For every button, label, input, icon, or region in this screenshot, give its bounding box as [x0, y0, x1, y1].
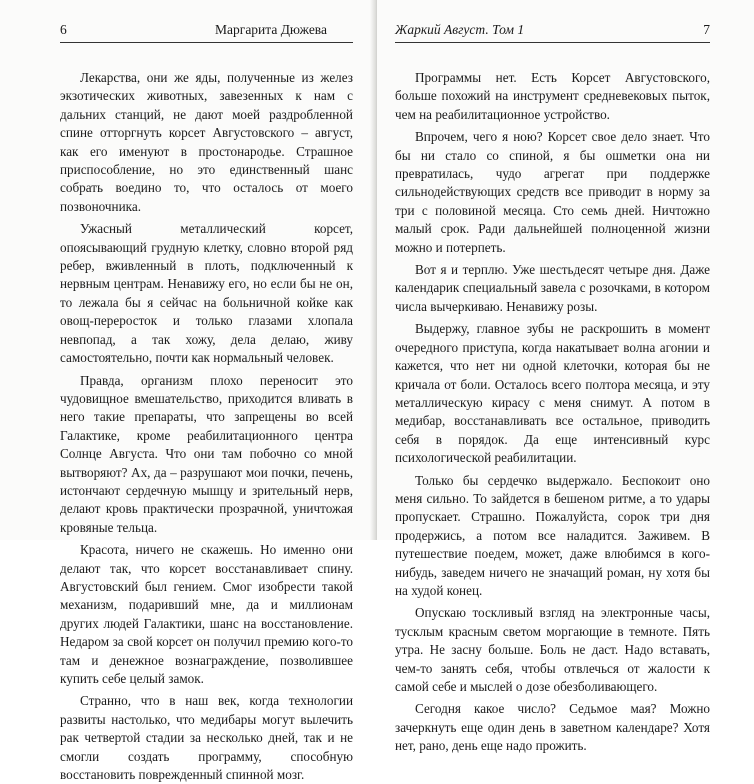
left-page-header: [60, 22, 353, 43]
right-running-head: Жаркий Август. Том 1: [395, 22, 525, 37]
right-paragraph-5: Только бы сердечко выдержало. Беспокоит оно меня сильно. То зайдется в бешеном ритме, а то удары пропускает. Страшно. Пожалуйста, сорок три дня продержись, а потом все наладится. Заживем. В путешествие поедем, может, даже влюбимся в кого-нибудь, заведем ничего не значащий роман, ну хотя бы на худой конец.: [395, 472, 710, 598]
left-running-head: Маргарита Дюжева: [215, 22, 327, 37]
right-paragraph-4: Выдержу, главное зубы не раскрошить в момент очередного приступа, когда накатывает волна агонии и кажется, что нет ни одной клеточки, которая бы не кричала от боли. Осталось всего полтора месяца, и эту металлическую кирасу с меня снимут. А потом в медибар, восстанавливать все остальное, приводить себя в порядок. Да еще интенсивный курс психологической реабилитации.: [395, 321, 710, 466]
left-paragraph-4: Красота, ничего не скажешь. Но именно они делают так, что корсет восстанавливает спину. Августовский был гением. Смог изобрести такой механизм, подаривший мне, да и миллионам других людей Галактики, шанс на восстановление. Недаром за свой корсет он получил премию кого-то там и денежное вознаграждение, позволившее купить себе целый замок.: [60, 542, 353, 686]
left-paragraph-5: Странно, что в наш век, когда технологии развиты настолько, что медибары могут вылечить рак четвертой стадии за несколько дней, так и не смогли создать программу, способную восстановить поврежденный спинной мозг.: [60, 693, 353, 783]
right-page: [377, 0, 754, 754]
right-paragraph-3: Вот я и терплю. Уже шестьдесят четыре дня. Даже календарик специальный завела с розочками, в котором числа вычеркиваю. Ненавижу розы.: [395, 262, 710, 314]
left-page-text: [60, 69, 353, 784]
right-page-text: [395, 69, 710, 756]
left-page: [0, 0, 377, 783]
right-paragraph-6: Опускаю тоскливый взгляд на электронные часы, тусклым красным светом моргающие в темноте. Пять утра. Не засну больше. Боль не даст. Надо вставать, чем-то занять себя, чтобы отвлечься от жалости к самой себе и мыслей о дозе обезболивающего.: [395, 605, 710, 694]
left-paragraph-2: Ужасный металлический корсет, опоясывающий грудную клетку, словно второй ряд ребер, вживленный в плоть, подключенный к нервным центрам. Ненавижу его, но если бы не он, то лежала бы я сейчас на больничной койке как овощ-переросток и только глазами хлопала невпопад, а так хожу, дела делаю, живу самостоятельно, почти как нормальный человек.: [60, 221, 353, 366]
left-page-number: 6: [60, 22, 67, 37]
left-paragraph-3: Правда, организм плохо переносит это чудовищное вмешательство, приходится вливать в него такие препараты, что запрещены во всей Галактике, кроме реабилитационного центра Солнце Августа. Что они там побочно со мной вытворяют? Ах, да – разрушают мои почки, печень, истончают сердечную мышцу и зрительный нерв, делают кровь практически прозрачной, уничтожая кровяные тельца.: [60, 372, 353, 535]
right-page-number: 7: [703, 22, 710, 37]
right-paragraph-7: Сегодня какое число? Седьмое мая? Можно зачеркнуть еще один день в заветном календаре? Хотя нет, рано, день еще надо прожить.: [395, 701, 710, 754]
right-page-header: [395, 22, 710, 43]
left-paragraph-1: Лекарства, они же яды, полученные из желез экзотических животных, завезенных к нам с дальних станций, не дают моей раздробленной спине отторгнуть корсет Августовского – август, как его именуют в простонародье. Страшное приспособление, но это единственный шанс собрать воедино то, что осталось от моего позвоночника.: [60, 70, 353, 214]
right-paragraph-2: Впрочем, чего я ною? Корсет свое дело знает. Что бы ни стало со спиной, я бы ошметки она ни превратилась, чудо агрегат при поддержке сильнодействующих средств все приводит в норму за три с половиной месяца. Сто семь дней. Ничтожно малый срок. Ради дальнейшей полноценной жизни можно и потерпеть.: [395, 129, 710, 255]
right-paragraph-1: Программы нет. Есть Корсет Августовского, больше похожий на инструмент средневековых пыток, чем на реабилитационное устройство.: [395, 70, 710, 122]
